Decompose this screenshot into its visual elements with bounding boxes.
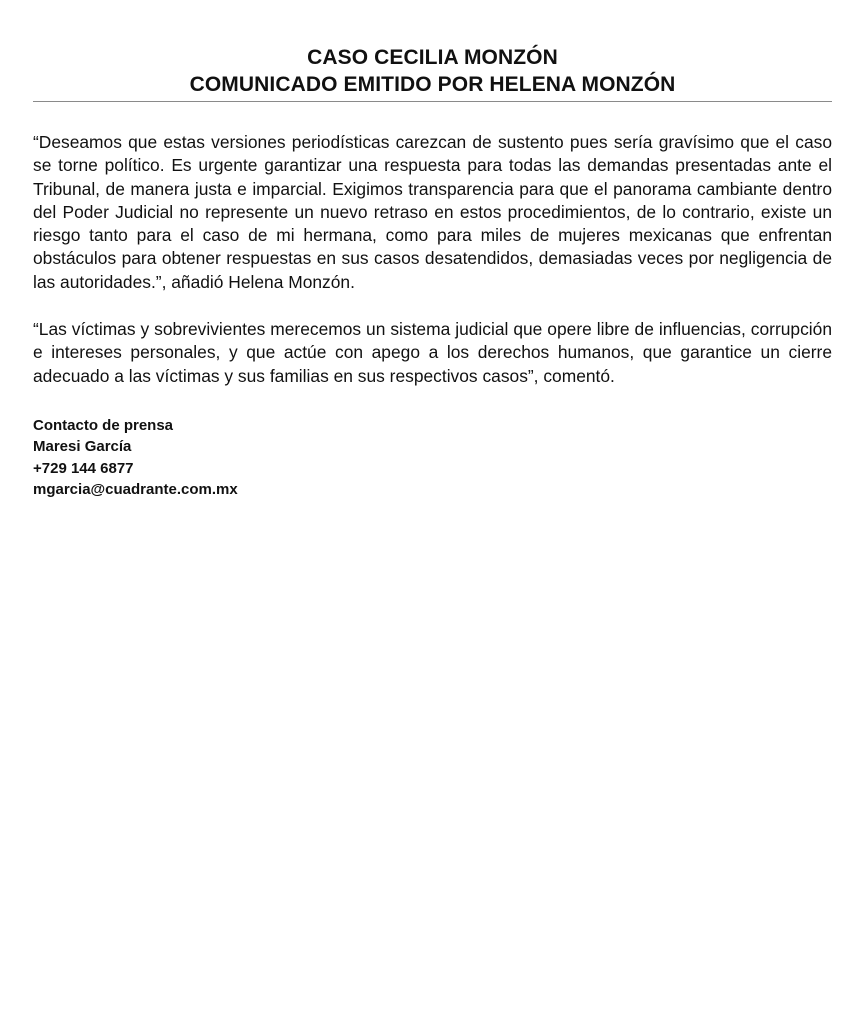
- press-contact-block: [33, 415, 832, 501]
- quote-paragraph-2: “Las víctimas y sobrevivientes merecemos un sistema judicial que opere libre de influencias, corrupción e intereses personales, y que actúe con apego a los derechos humanos, que garantice un cierre adecuado a las víctimas y sus familias en sus respectivos casos”, comentó.: [33, 319, 832, 386]
- document-title: [33, 44, 832, 98]
- quote-paragraph-1: “Deseamos que estas versiones periodísticas carezcan de sustento pues sería gravísimo que el caso se torne político. Es urgente garantizar una respuesta para todas las demandas presentadas ante el Tribunal, de manera justa e imparcial. Exigimos transparencia para que el panorama cambiante dentro del Poder Judicial no represente un nuevo retraso en estos procedimientos, de lo contrario, existe un riesgo tanto para el caso de mi hermana, como para miles de mujeres mexicanas que enfrentan obstáculos para obtener respuestas en sus casos desatendidos, demasiadas veces por negligencia de las autoridades.”, añadió Helena Monzón.: [33, 132, 832, 292]
- title-line-statement: COMUNICADO EMITIDO POR HELENA MONZÓN: [189, 73, 676, 96]
- press-contact-phone: +729 144 6877: [33, 459, 134, 477]
- press-contact-email: mgarcia@cuadrante.com.mx: [33, 481, 238, 499]
- title-line-case: CASO CECILIA MONZÓN: [307, 46, 558, 69]
- document-page: [33, 44, 832, 501]
- press-contact-heading: Contacto de prensa: [33, 416, 174, 434]
- press-contact-name: Maresi García: [33, 438, 132, 456]
- title-divider: [33, 101, 832, 102]
